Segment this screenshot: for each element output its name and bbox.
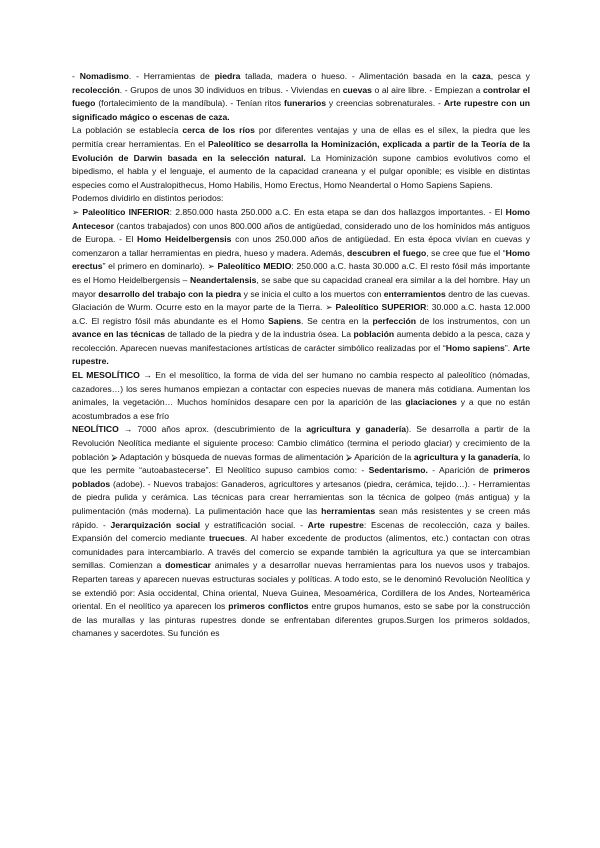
text-run: (fortalecimiento de la mandíbula). - Tenían ritos xyxy=(95,98,284,109)
bold-text-run: NEOLÍTICO xyxy=(72,424,119,435)
text-run: dentro de las cuevas. Glaciación de Wurm. Ocurre esto en la mayor parte de la Tierra. ➢ xyxy=(72,288,531,313)
text-run: aumenta debido a la pesca, caza y recolección. Aparecen nuevas manifestaciones artísticas de carácter simbólico realizadas por el “ xyxy=(72,329,531,353)
text-run: Podemos dividirlo en distintos periodos: xyxy=(72,193,224,204)
text-run: de tallado de la piedra y de la industria ósea. La xyxy=(165,329,354,340)
paragraph-neolithic xyxy=(72,423,530,641)
bold-text-run: Nomadismo xyxy=(79,71,129,81)
text-run: ➢ xyxy=(72,206,83,217)
text-run: tallada, madera o hueso. - Alimentación basada en la xyxy=(240,71,473,81)
bold-text-run: caza xyxy=(472,71,491,81)
bold-text-run: Neandertalensis xyxy=(190,274,257,285)
text-run: La población se establecía xyxy=(72,125,183,136)
bold-text-run: Paleolítico se desarrolla la Hominización, explicada a partir de la Teoría de la Evolución de Darwin basada en la selección natural. xyxy=(72,138,530,163)
text-run: → 7000 años aprox. (descubrimiento de la xyxy=(118,424,307,435)
bold-text-run: Arte rupestre xyxy=(307,519,364,530)
text-run: por diferentes ventajas y una de ellas es el sílex, la piedra que les permitía crear herramientas. En el xyxy=(72,125,530,149)
bold-text-run: Sapiens xyxy=(268,315,302,326)
text-run: → En el mesolítico, la forma de vida del ser humano no cambia respecto al paleolítico (nómadas, cazadores…) los seres humanos empiezan a contactar con especies nuevas de manera más cotidiana. Aumentan los animales, la vegetación… Muchos homínidos desapare cen por la aparición de las xyxy=(72,370,531,408)
bold-text-run: agricultura y la ganadería xyxy=(413,451,519,462)
text-run: : 30.000 a.C. hasta 12.000 a.C. El registro fósil más abundante es el Homo xyxy=(72,302,530,326)
bold-text-run: recolección xyxy=(72,84,120,95)
bold-text-run: domesticar xyxy=(165,560,211,571)
text-run: ). Se desarrolla a partir de la Revolución Neolítica mediante el siguiente proceso: Cambio climático (termina el periodo glaciar) y crecimiento de la población ⮚ Adaptación y búsqueda de nuevas formas de alimentación ⮚ Aparición de la xyxy=(72,424,530,462)
text-run: y a que no están acostumbrados a ese frío xyxy=(72,397,530,421)
text-run: , pesca y xyxy=(490,71,530,81)
bold-text-run: controlar el fuego xyxy=(72,84,530,109)
bold-text-run: avance en las técnicas xyxy=(72,329,165,340)
bold-text-run: descubren el fuego xyxy=(347,247,427,258)
text-run: animales y a desarrollar nuevas herramientas para los nuevos usos y trabajos. Reparten tareas y aparecen nuevas estructuras sociales y políticas. A todo esto, se le denominó Revolución Neolítica y se extendió por: Asia occidental, China oriental, Nueva Guinea, Mesoamérica, Cordillera de los Andes, Norteamérica oriental. En el neolítico ya aparecen los xyxy=(72,560,530,612)
text-run: - Aparición de xyxy=(427,465,494,476)
bold-text-run: enterramientos xyxy=(383,288,446,299)
bold-text-run: perfección xyxy=(372,315,416,326)
text-run: : 2.850.000 hasta 250.000 a.C. En esta etapa se dan dos hallazgos importantes. - El xyxy=(169,206,506,217)
text-run: . - Grupos de unos 30 individuos en tribus. - Viviendas en xyxy=(119,84,343,95)
text-run: : 250.000 a.C. hasta 30.000 a.C. El resto fósil más importante es el Homo Heidelbergensis – xyxy=(72,261,530,285)
bold-text-run: funerarios xyxy=(283,98,326,109)
text-run: , lo que les permite “autoabastecerse”. El Neolítico supuso cambios como: - xyxy=(72,451,530,476)
document-page xyxy=(72,70,530,641)
paragraph-mesolithic xyxy=(72,369,530,423)
text-run: La Hominización supone cambios evolutivos como el bipedismo, el habla y el lenguaje, el aumento de la capacidad craneana y el pulgar oponible; es visible en distintas especies como el Australopithecus, Homo Habilis, Homo Erectus, Homo Neandertal o Homo Sapiens Sapiens. xyxy=(72,152,531,190)
text-run: entre grupos humanos, esto se sabe por la construcción de las murallas y las pinturas rupestres donde se enfrentaban diferentes grupos.Surgen los primeros soldados, chamanes y sacerdotes. Su función es xyxy=(72,601,530,639)
bold-text-run: Paleolítico MEDIO xyxy=(217,261,292,272)
bold-text-run: Jerarquización social xyxy=(110,519,201,530)
text-run: ”. xyxy=(504,342,513,353)
text-run: : Escenas de recolección, caza y bailes. Expansión del comercio mediante xyxy=(72,519,531,544)
paragraph-paleolithic-periods xyxy=(72,206,530,369)
text-run: y estratificación social. - xyxy=(200,519,308,530)
text-run: (adobe). - Nuevos trabajos: Ganaderos, agricultores y artesanos (piedra, cerámica, tejido…). - Herramientas de piedra pulida y cerámica. Las técnicas para crear herramientas son la técnica de golpeo (más antigua) y la pulimentación (más moderna). La pulimentación hace que las xyxy=(72,478,530,516)
bold-text-run: Arte rupestre. xyxy=(72,342,530,367)
bold-text-run: Homo Antecesor xyxy=(72,206,530,231)
bold-text-run: agricultura y ganadería xyxy=(306,424,406,435)
bold-text-run: primeros poblados xyxy=(72,465,531,489)
bold-text-run: truecues xyxy=(208,533,245,544)
bold-text-run: primeros conflictos xyxy=(228,601,309,612)
text-run: o al aire libre. - Empiezan a xyxy=(371,84,483,95)
paragraph-hominization xyxy=(72,124,530,192)
bold-text-run: Paleolítico INFERIOR xyxy=(82,206,170,217)
text-run: . Al haber excedente de productos (alimentos, etc.) contactan con otras comunidades para intercambiarlo. A través del comercio se expande también la agricultura ya que se intercambian semillas. Comienzan a xyxy=(72,533,530,571)
text-run: y se inicia el culto a los muertos con xyxy=(241,288,384,299)
bold-text-run: EL MESOLÍTICO xyxy=(72,370,140,381)
bold-text-run: Homo erectus xyxy=(72,247,530,272)
text-run: con unos 250.000 años de antigüedad. En esta época vivían en cuevas y comenzaron a tallar herramientas en piedra, hueso y madera. Además, xyxy=(72,234,531,258)
bold-text-run: Homo Heidelbergensis xyxy=(137,234,232,245)
bold-text-run: herramientas xyxy=(321,506,376,516)
text-run: . Se centra en la xyxy=(301,315,373,326)
bold-text-run: cuevas xyxy=(342,84,372,95)
bold-text-run: glaciaciones xyxy=(405,397,457,408)
bold-text-run: Arte rupestre con un significado mágico o escenas de caza. xyxy=(72,98,530,122)
text-run: , se cree que fue el “ xyxy=(426,247,506,258)
bold-text-run: desarrollo del trabajo con la piedra xyxy=(98,288,242,299)
text-run: , se sabe que su capacidad craneal era similar a la del hombre. Hay un mayor xyxy=(72,274,531,299)
text-run: y creencias sobrenaturales. - xyxy=(326,98,444,109)
bold-text-run: Sedentarismo. xyxy=(368,465,428,476)
paragraph-periods-intro xyxy=(72,192,530,206)
text-run: . - Herramientas de xyxy=(128,71,215,81)
bold-text-run: población xyxy=(353,329,395,340)
text-run: - xyxy=(72,71,80,81)
text-run: sean más resistentes y se creen más rápido. - xyxy=(72,506,531,530)
bold-text-run: piedra xyxy=(214,71,241,81)
text-run: ” el primero en dominarlo). ➢ xyxy=(102,261,218,272)
text-run: de los instrumentos, con un xyxy=(416,315,530,326)
paragraph-paleolithic-traits xyxy=(72,70,530,124)
bold-text-run: Homo sapiens xyxy=(445,342,505,353)
text-run: (cantos trabajados) con unos 800.000 años de antigüedad, considerado uno de los homínidos más antiguos de Europa. - El xyxy=(72,220,530,245)
bold-text-run: Paleolítico SUPERIOR xyxy=(335,302,427,313)
bold-text-run: cerca de los ríos xyxy=(182,125,255,136)
